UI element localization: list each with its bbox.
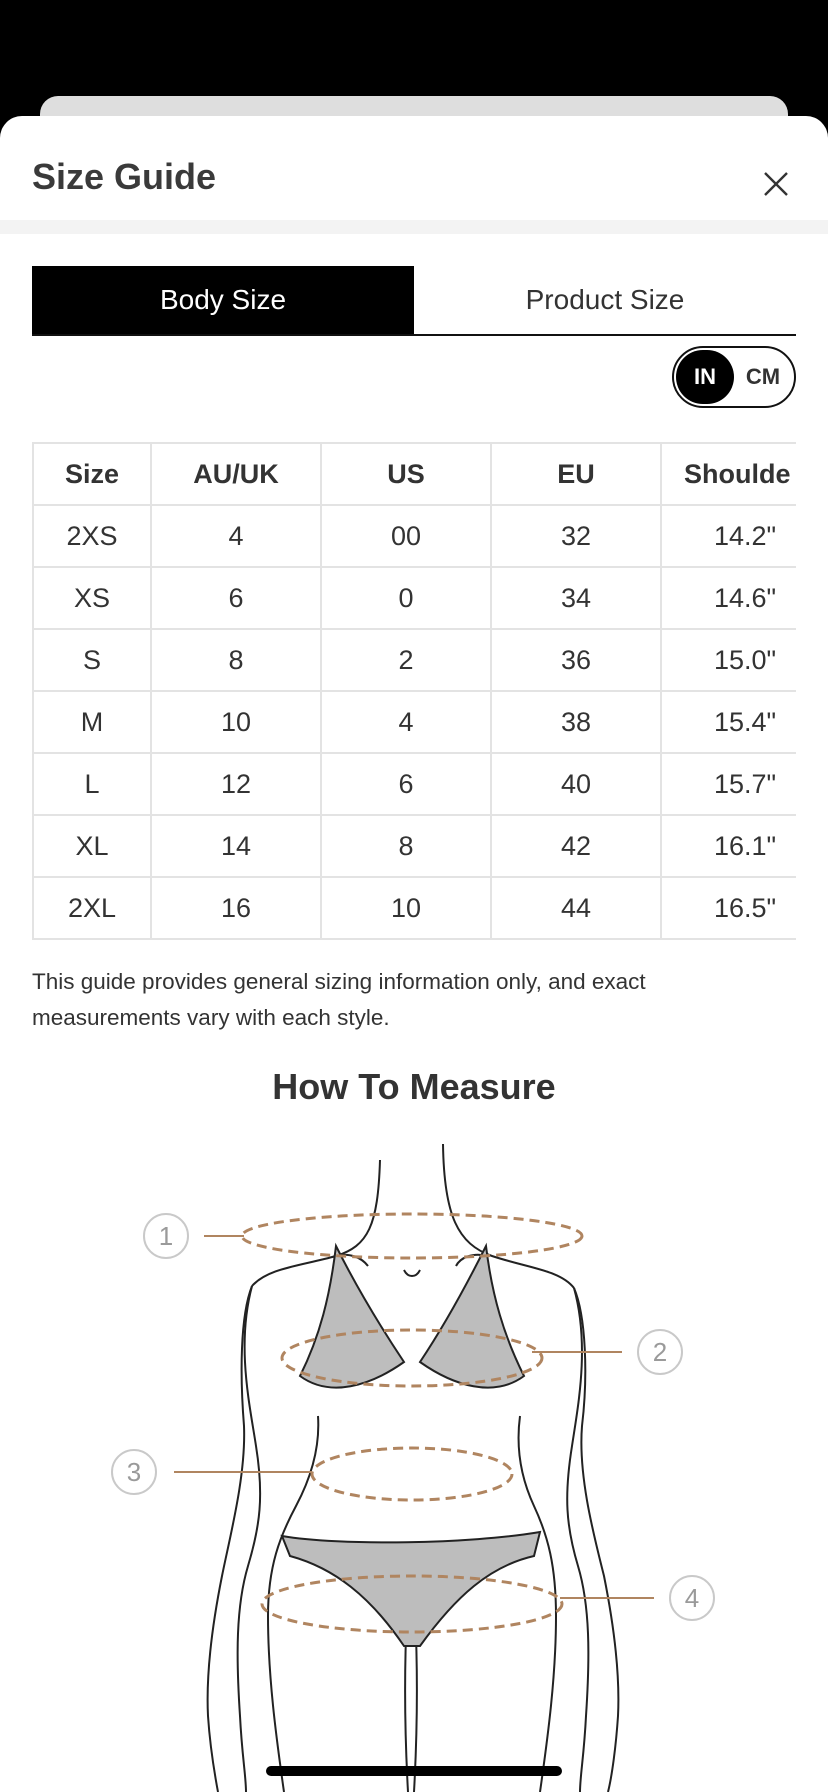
measure-line-shoulder (242, 1214, 582, 1258)
cell-au-uk: 12 (151, 753, 321, 815)
cell-shoulder: 15.7" (661, 753, 796, 815)
header-eu: EU (491, 443, 661, 505)
cell-size: L (33, 753, 151, 815)
measurement-figure (0, 1116, 828, 1792)
figure-right-waist (519, 1416, 556, 1792)
cell-shoulder: 15.0" (661, 629, 796, 691)
cell-us: 00 (321, 505, 491, 567)
cell-eu: 42 (491, 815, 661, 877)
marker-2-label: 2 (652, 1337, 668, 1367)
cell-eu: 32 (491, 505, 661, 567)
sizing-note: This guide provides general sizing information only, and exact measurements vary with each style. (32, 969, 646, 1030)
garment-top-right-cup (420, 1246, 524, 1388)
cell-shoulder: 15.4" (661, 691, 796, 753)
size-table-scroll[interactable] (32, 442, 796, 954)
size-table (32, 442, 796, 940)
cell-au-uk: 10 (151, 691, 321, 753)
cell-size: XS (33, 567, 151, 629)
cell-size: 2XS (33, 505, 151, 567)
cell-us: 2 (321, 629, 491, 691)
figure-neck-left (252, 1160, 380, 1286)
cell-au-uk: 4 (151, 505, 321, 567)
cell-us: 10 (321, 877, 491, 939)
cell-eu: 34 (491, 567, 661, 629)
cell-eu: 36 (491, 629, 661, 691)
cell-size: XL (33, 815, 151, 877)
header-divider (0, 220, 828, 234)
figure-collar-dip (404, 1270, 420, 1276)
cell-size: S (33, 629, 151, 691)
table-row (33, 629, 796, 691)
close-button[interactable] (752, 160, 800, 208)
cell-us: 0 (321, 567, 491, 629)
header-size: Size (33, 443, 151, 505)
table-header-row (33, 443, 796, 505)
table-row (33, 877, 796, 939)
tab-product-size[interactable]: Product Size (414, 266, 796, 334)
cell-au-uk: 6 (151, 567, 321, 629)
cell-au-uk: 16 (151, 877, 321, 939)
header-shoulder: Shoulde (661, 443, 796, 505)
header-au-uk: AU/UK (151, 443, 321, 505)
cell-au-uk: 14 (151, 815, 321, 877)
marker-4-label: 4 (684, 1583, 700, 1613)
size-tabs (32, 266, 796, 336)
cell-us: 4 (321, 691, 491, 753)
cell-shoulder: 16.1" (661, 815, 796, 877)
marker-3-label: 3 (126, 1457, 142, 1487)
cell-shoulder: 14.2" (661, 505, 796, 567)
unit-toggle[interactable] (672, 346, 796, 408)
table-row (33, 567, 796, 629)
figure-right-side (574, 1288, 618, 1792)
close-icon (763, 171, 789, 197)
home-indicator (266, 1766, 562, 1776)
unit-cm-option[interactable]: CM (745, 364, 781, 389)
cell-eu: 44 (491, 877, 661, 939)
cell-au-uk: 8 (151, 629, 321, 691)
table-row (33, 753, 796, 815)
unit-in-option[interactable]: IN (676, 350, 734, 404)
cell-size: M (33, 691, 151, 753)
cell-us: 8 (321, 815, 491, 877)
marker-1-label: 1 (158, 1221, 174, 1251)
table-row (33, 815, 796, 877)
table-row (33, 691, 796, 753)
cell-shoulder: 16.5" (661, 877, 796, 939)
sheet-header (0, 116, 828, 220)
table-row (33, 505, 796, 567)
how-to-measure-title: How To Measure (272, 1066, 556, 1107)
tab-body-size[interactable]: Body Size (32, 266, 414, 334)
header-us: US (321, 443, 491, 505)
cell-size: 2XL (33, 877, 151, 939)
cell-us: 6 (321, 753, 491, 815)
garment-bottom (282, 1532, 540, 1646)
cell-eu: 40 (491, 753, 661, 815)
sheet-title: Size Guide (32, 156, 217, 197)
garment-top-left-cup (300, 1246, 404, 1388)
figure-neck-right (443, 1144, 574, 1288)
size-guide-sheet (0, 116, 828, 1792)
cell-eu: 38 (491, 691, 661, 753)
measure-line-waist (312, 1448, 512, 1500)
cell-shoulder: 14.6" (661, 567, 796, 629)
